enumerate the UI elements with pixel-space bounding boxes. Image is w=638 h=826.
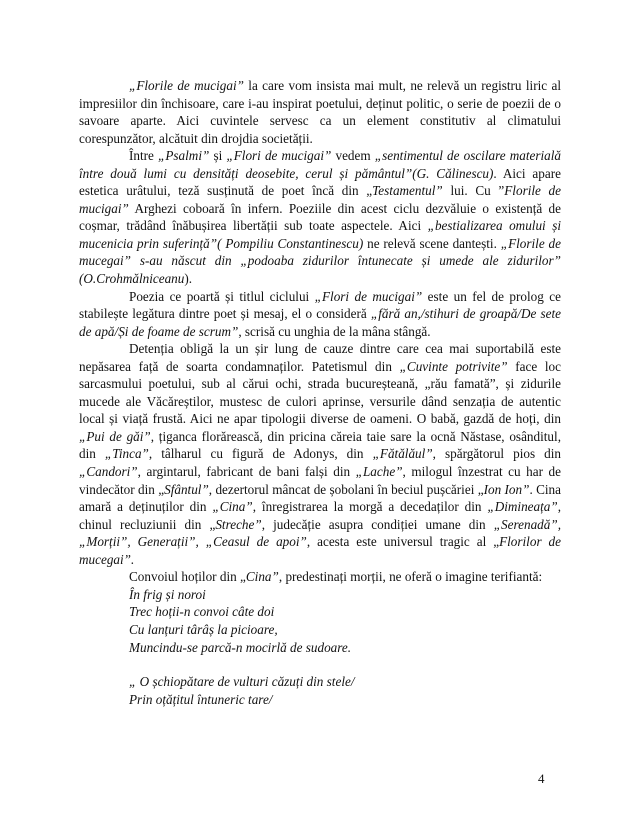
paragraph-1: „Florile de mucigai” la care vom insista mai mult, ne relevă un registru liric al impresiilor din închisoare, care i-au inspirat poetului, deținut politic, o serie de poezii de o savoare aparte. Aici cuvintele servesc ca un element constitutiv al climatului corespunzător, alcătuit din drojdia societății. [79,78,562,146]
page-number: 4 [538,771,545,786]
verse-line: Prin oțățitul întuneric tare/ [129,691,273,707]
verse-line: „ O șchiopătare de vulturi căzuți din stele/ [129,674,355,690]
paragraph-2: Între „Psalmi” și „Flori de mucigai” vedem „sentimentul de oscilare materială între două lumi cu densități deosebite, cerul și pământul”(G. Călinescu). Aici apare estetica urâtului, teză susținută de poet încă din „Testamentul” lui. Cu ”Florile de mucigai” Arghezi coboară în infern. Poeziile din acest ciclu dezvăluie o existență de coșmar, trădând înăbușirea libertății sub toate aspectele. Aici „bestializarea omului și mucenicia prin suferință”( Pompiliu Constantinescu) ne relevă scene dantești. „Florile de mucegai” s-au născut din „podoaba zidurilor întunecate și umede ale zidurilor” (O.Crohmălniceanu). [79,148,561,287]
stanza-gap [79,656,561,673]
paragraph-4: Detenția obligă la un șir lung de cauze dintre care cea mai suportabilă este nepăsarea față de soarta condamnaților. Patetismul din „Cuvinte potrivite” face loc sarcasmului poetului, sub al cărui ochi, strada bucureșteană, „rău famată”, și zidurile mucede ale Văcăreștilor, mustesc de culori aprinse, versurile dând senzația de autentic local și viață frustă. Aici ne apar tipologii diverse de oameni. O babă, gazdă de hoți, din „Pui de găi”, țiganca florărească, din pricina căreia taie sare la ocnă Năstase, osânditul, din „Tinca”, tâlharul cu figură de Adonys, din „Fătălăul”, spărgătorul pios din „Candori”, argintarul, fabricant de bani falși din „Lache”, milogul înzestrat cu har de vindecător din „Sfântul”, dezertorul mâncat de șobolani în beciul pușcăriei „Ion Ion”. Cina amară a deținuților din „Cina”, înregistrarea la morgă a decedaților din „Dimineața”, chinul recluziunii din „Streche”, judecăție asupra condiției umane din „Serenadă”, „Morții”, Generații”, „Ceasul de apoi”, acesta este universul tragic al „Florilor de mucegai”. [79,341,562,567]
verse-line: Muncindu-se parcă-n mocirlă de sudoare. [129,639,352,655]
paragraph-5: Convoiul hoților din „Cina”, predestinați morții, ne oferă o imagine terifiantă: [129,569,543,585]
verse-line: Trec hoții-n convoi câte doi [129,604,275,620]
paragraph-3: Poezia ce poartă și titlul ciclului „Flori de mucigai” este un fel de prolog ce stabilește legătura dintre poet și mesaj, el o consideră „fără an,/stihuri de groapă/De sete de apă/Și de foame de scrum”, scrisă cu unghia de la mâna stângă. [79,288,561,339]
verse-line: În frig și noroi [129,586,206,602]
verse-line: Cu lanțuri târâș la picioare, [129,621,278,637]
body-text [79,77,561,708]
